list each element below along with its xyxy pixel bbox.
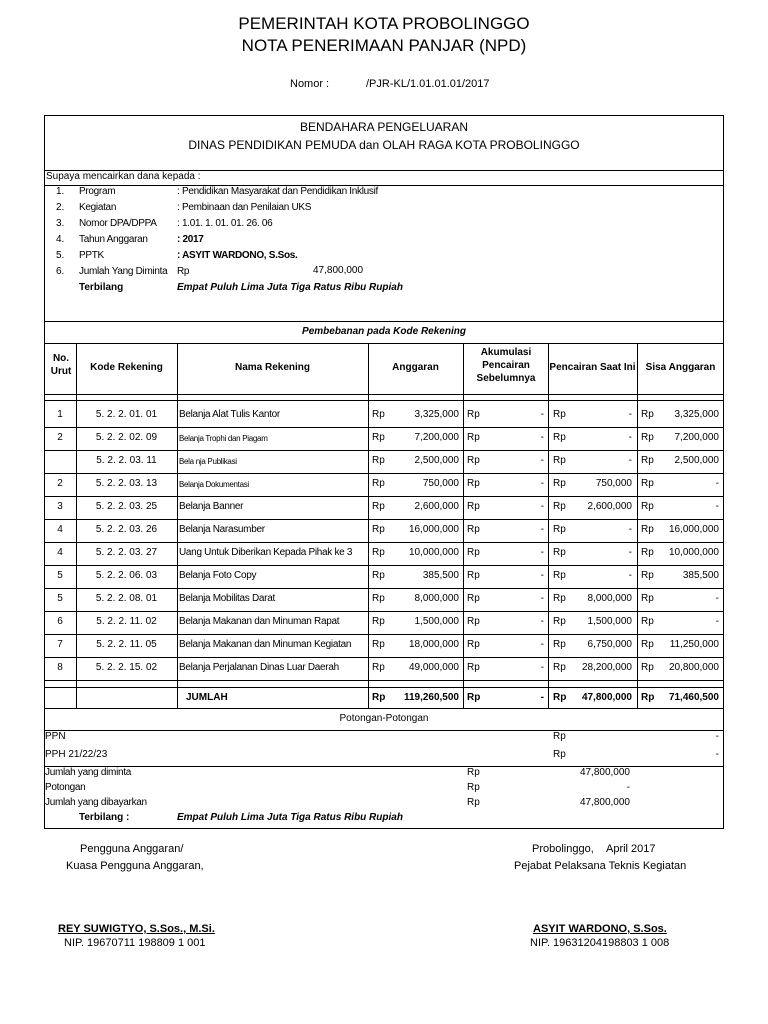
row-pencairan: - (628, 432, 632, 443)
row-akumulasi-currency: Rp (467, 409, 480, 420)
header-pencairan: Pencairan Saat Ini (549, 362, 636, 373)
row-akumulasi-currency: Rp (467, 455, 480, 466)
row-sisa-currency: Rp (641, 570, 654, 581)
potongan-currency: Rp (553, 749, 566, 760)
row-anggaran: 49,000,000 (408, 662, 459, 673)
row-akumulasi: - (540, 409, 544, 420)
place: Probolinggo, (532, 843, 594, 855)
row-no: 4 (57, 547, 63, 558)
row-no: 6 (57, 616, 63, 627)
row-sisa: 2,500,000 (674, 455, 719, 466)
row-kode: 5. 2. 2. 15. 02 (95, 662, 158, 673)
row-pencairan: - (628, 455, 632, 466)
right-role: Pejabat Pelaksana Teknis Kegiatan (514, 860, 687, 872)
row-anggaran-currency: Rp (372, 570, 385, 581)
summary-currency: Rp (467, 797, 480, 808)
row-nama: Uang Untuk Diberikan Kepada Pihak ke 3 (179, 547, 353, 558)
row-anggaran: 18,000,000 (408, 639, 459, 650)
header-sisa: Sisa Anggaran (645, 362, 716, 373)
row-pencairan: - (628, 570, 632, 581)
row-sisa-currency: Rp (641, 409, 654, 420)
total-akumulasi: - (540, 692, 544, 703)
row-anggaran-currency: Rp (372, 455, 385, 466)
row-no: 5 (57, 593, 63, 604)
row-anggaran-currency: Rp (372, 616, 385, 627)
row-pencairan: 750,000 (595, 478, 632, 489)
info-number: 3. (56, 218, 65, 229)
table-caption: Pembebanan pada Kode Rekening (302, 326, 466, 337)
row-akumulasi: - (540, 455, 544, 466)
row-sisa: 7,200,000 (674, 432, 719, 443)
row-nama: Belanja Banner (179, 501, 244, 512)
row-pencairan: - (628, 547, 632, 558)
info-value: : 1.01. 1. 01. 01. 26. 06 (177, 218, 273, 229)
row-pencairan-currency: Rp (553, 524, 566, 535)
nomor-label: Nomor : (290, 78, 330, 90)
government-title: PEMERINTAH KOTA PROBOLINGGO (238, 14, 530, 33)
left-role-2: Kuasa Pengguna Anggaran, (66, 860, 204, 872)
row-no: 7 (57, 639, 63, 650)
row-nama: Belanja Dokumentasi (179, 480, 249, 489)
row-akumulasi-currency: Rp (467, 478, 480, 489)
row-anggaran: 16,000,000 (408, 524, 459, 535)
row-sisa: - (715, 478, 719, 489)
row-nama: Belanja Alat Tulis Kantor (179, 409, 280, 420)
row-pencairan-currency: Rp (553, 593, 566, 604)
row-no: 2 (57, 478, 63, 489)
row-kode: 5. 2. 2. 03. 25 (95, 501, 158, 512)
row-sisa-currency: Rp (641, 501, 654, 512)
row-kode: 5. 2. 2. 03. 27 (95, 547, 158, 558)
row-anggaran-currency: Rp (372, 547, 385, 558)
terbilang-value: Empat Puluh Lima Juta Tiga Ratus Ribu Rupiah (177, 282, 403, 293)
row-akumulasi: - (540, 478, 544, 489)
total-sisa-currency: Rp (641, 692, 655, 703)
row-sisa-currency: Rp (641, 639, 654, 650)
row-pencairan: 28,200,000 (581, 662, 632, 673)
row-nama: Belanja Makanan dan Minuman Rapat (179, 616, 340, 627)
info-label: Kegiatan (79, 202, 117, 213)
row-no: 3 (57, 501, 63, 512)
right-signatory-name: ASYIT WARDONO, S.Sos. (533, 923, 667, 935)
row-sisa: - (715, 593, 719, 604)
row-akumulasi-currency: Rp (467, 547, 480, 558)
row-kode: 5. 2. 2. 08. 01 (95, 593, 158, 604)
row-akumulasi: - (540, 616, 544, 627)
info-value: : Pembinaan dan Penilaian UKS (177, 202, 312, 213)
row-nama: Belanja Foto Copy (179, 570, 257, 581)
row-kode: 5. 2. 2. 03. 26 (95, 524, 158, 535)
row-anggaran: 8,000,000 (414, 593, 459, 604)
row-nama: Belanja Trophi dan Piagam (179, 434, 268, 443)
row-pencairan: - (628, 524, 632, 535)
total-pencairan-currency: Rp (553, 692, 567, 703)
row-akumulasi-currency: Rp (467, 616, 480, 627)
header-no-urut: No. Urut (50, 353, 72, 377)
left-signatory-name: REY SUWIGTYO, S.Sos., M.Si. (58, 923, 215, 935)
row-anggaran: 1,500,000 (414, 616, 459, 627)
row-anggaran-currency: Rp (372, 409, 385, 420)
summary-value: 47,800,000 (579, 767, 630, 778)
header-kode-rekening: Kode Rekening (90, 362, 163, 373)
summary-label: Jumlah yang diminta (45, 767, 132, 778)
potongan-currency: Rp (553, 731, 566, 742)
row-no: 1 (57, 409, 63, 420)
date: April 2017 (606, 843, 656, 855)
summary-value: 47,800,000 (579, 797, 630, 808)
row-pencairan-currency: Rp (553, 455, 566, 466)
row-akumulasi-currency: Rp (467, 524, 480, 535)
row-pencairan-currency: Rp (553, 547, 566, 558)
row-akumulasi: - (540, 501, 544, 512)
info-number: 2. (56, 202, 65, 213)
total-anggaran: 119,260,500 (403, 692, 459, 703)
info-value: Rp (177, 266, 190, 277)
header-anggaran: Anggaran (392, 362, 439, 373)
info-label: Program (79, 186, 116, 197)
row-akumulasi: - (540, 524, 544, 535)
row-no: 8 (57, 662, 63, 673)
row-anggaran-currency: Rp (372, 524, 385, 535)
header-akumulasi: Akumulasi Pencairan Sebelumnya (476, 347, 536, 384)
left-signatory-nip: NIP. 19670711 198809 1 001 (64, 937, 206, 949)
row-sisa: - (715, 501, 719, 512)
row-kode: 5. 2. 2. 03. 13 (95, 478, 158, 489)
row-sisa-currency: Rp (641, 455, 654, 466)
row-pencairan-currency: Rp (553, 409, 566, 420)
row-nama: Belanja Narasumber (179, 524, 265, 535)
row-sisa-currency: Rp (641, 662, 654, 673)
row-pencairan-currency: Rp (553, 501, 566, 512)
row-sisa: 11,250,000 (669, 639, 719, 650)
row-pencairan: 8,000,000 (587, 593, 632, 604)
right-signatory-nip: NIP. 19631204198803 1 008 (530, 937, 670, 949)
row-nama: Bela nja Publikasi (179, 457, 237, 466)
total-akumulasi-currency: Rp (467, 692, 481, 703)
terbilang2-label: Terbilang : (79, 812, 130, 823)
intro-text: Supaya mencairkan dana kepada : (46, 171, 201, 182)
row-sisa: 10,000,000 (668, 547, 719, 558)
info-value: : 2017 (177, 234, 204, 245)
row-kode: 5. 2. 2. 02. 09 (95, 432, 158, 443)
info-label: Tahun Anggaran (79, 234, 148, 245)
row-anggaran-currency: Rp (372, 662, 385, 673)
row-sisa-currency: Rp (641, 593, 654, 604)
left-role-1: Pengguna Anggaran/ (80, 843, 184, 855)
row-no: 2 (57, 432, 63, 443)
row-anggaran: 2,500,000 (414, 455, 459, 466)
row-akumulasi: - (540, 593, 544, 604)
row-anggaran-currency: Rp (372, 478, 385, 489)
row-sisa: 20,800,000 (668, 662, 719, 673)
potongan-value: - (715, 731, 719, 742)
row-anggaran-currency: Rp (372, 501, 385, 512)
info-value: : Pendidikan Masyarakat dan Pendidikan Inklusif (177, 186, 379, 197)
row-pencairan-currency: Rp (553, 570, 566, 581)
info-number: 6. (56, 266, 65, 277)
row-sisa-currency: Rp (641, 616, 654, 627)
header-nama-rekening: Nama Rekening (234, 362, 311, 373)
row-anggaran-currency: Rp (372, 432, 385, 443)
row-pencairan-currency: Rp (553, 432, 566, 443)
total-pencairan: 47,800,000 (581, 692, 632, 703)
total-label: JUMLAH (186, 692, 228, 703)
row-kode: 5. 2. 2. 11. 02 (96, 616, 157, 627)
row-akumulasi: - (540, 639, 544, 650)
office-line-2: DINAS PENDIDIKAN PEMUDA dan OLAH RAGA KOTA PROBOLINGGO (188, 138, 580, 152)
row-sisa: 3,325,000 (674, 409, 719, 420)
row-anggaran: 10,000,000 (408, 547, 459, 558)
info-number: 1. (56, 186, 65, 197)
row-akumulasi: - (540, 547, 544, 558)
row-kode: 5. 2. 2. 06. 03 (95, 570, 158, 581)
row-anggaran-currency: Rp (372, 639, 385, 650)
row-sisa: 16,000,000 (668, 524, 719, 535)
row-anggaran-currency: Rp (372, 593, 385, 604)
row-pencairan: 2,600,000 (587, 501, 632, 512)
row-pencairan-currency: Rp (553, 616, 566, 627)
row-nama: Belanja Makanan dan Minuman Kegiatan (179, 639, 352, 650)
row-kode: 5. 2. 2. 03. 11 (96, 455, 157, 466)
row-pencairan: 1,500,000 (587, 616, 632, 627)
row-akumulasi-currency: Rp (467, 593, 480, 604)
summary-currency: Rp (467, 782, 480, 793)
row-anggaran: 3,325,000 (414, 409, 459, 420)
row-akumulasi: - (540, 662, 544, 673)
row-akumulasi-currency: Rp (467, 662, 480, 673)
row-sisa-currency: Rp (641, 432, 654, 443)
row-sisa: 385,500 (682, 570, 719, 581)
row-kode: 5. 2. 2. 01. 01 (95, 409, 158, 420)
potongan-label: PPN (45, 731, 66, 742)
terbilang-label: Terbilang (79, 282, 124, 293)
potongan-title: Potongan-Potongan (339, 713, 429, 724)
row-akumulasi-currency: Rp (467, 432, 480, 443)
total-sisa: 71,460,500 (668, 692, 719, 703)
summary-value: - (626, 782, 630, 793)
nomor-value: /PJR-KL/1.01.01.01/2017 (366, 78, 490, 90)
potongan-label: PPH 21/22/23 (45, 749, 108, 760)
terbilang2-value: Empat Puluh Lima Juta Tiga Ratus Ribu Rupiah (177, 812, 403, 823)
summary-label: Potongan (45, 782, 86, 793)
total-anggaran-currency: Rp (372, 692, 386, 703)
row-anggaran: 2,600,000 (414, 501, 459, 512)
row-akumulasi: - (540, 432, 544, 443)
row-anggaran: 750,000 (422, 478, 459, 489)
summary-currency: Rp (467, 767, 480, 778)
row-nama: Belanja Mobilitas Darat (179, 593, 275, 604)
row-pencairan-currency: Rp (553, 478, 566, 489)
document-title: NOTA PENERIMAAN PANJAR (NPD) (241, 36, 527, 55)
row-no: 4 (57, 524, 63, 535)
info-label: PPTK (79, 250, 104, 261)
row-akumulasi-currency: Rp (467, 639, 480, 650)
row-pencairan: 6,750,000 (587, 639, 632, 650)
potongan-value: - (715, 749, 719, 760)
info-label: Jumlah Yang Diminta (79, 266, 168, 277)
row-akumulasi: - (540, 570, 544, 581)
row-no: 5 (57, 570, 63, 581)
row-anggaran: 7,200,000 (414, 432, 459, 443)
info-number: 4. (56, 234, 65, 245)
row-sisa-currency: Rp (641, 547, 654, 558)
info-label: Nomor DPA/DPPA (79, 218, 157, 229)
row-nama: Belanja Perjalanan Dinas Luar Daerah (179, 662, 339, 673)
info-number: 5. (56, 250, 65, 261)
row-pencairan: - (628, 409, 632, 420)
row-sisa-currency: Rp (641, 478, 654, 489)
info-value: : ASYIT WARDONO, S.Sos. (177, 250, 298, 261)
row-pencairan-currency: Rp (553, 639, 566, 650)
office-line-1: BENDAHARA PENGELUARAN (299, 120, 469, 134)
row-akumulasi-currency: Rp (467, 501, 480, 512)
row-sisa-currency: Rp (641, 524, 654, 535)
row-anggaran: 385,500 (422, 570, 459, 581)
row-sisa: - (715, 616, 719, 627)
row-pencairan-currency: Rp (553, 662, 566, 673)
summary-label: Jumlah yang dibayarkan (45, 797, 147, 808)
row-akumulasi-currency: Rp (467, 570, 480, 581)
jumlah-diminta-value: 47,800,000 (313, 265, 364, 276)
row-kode: 5. 2. 2. 11. 05 (96, 639, 157, 650)
